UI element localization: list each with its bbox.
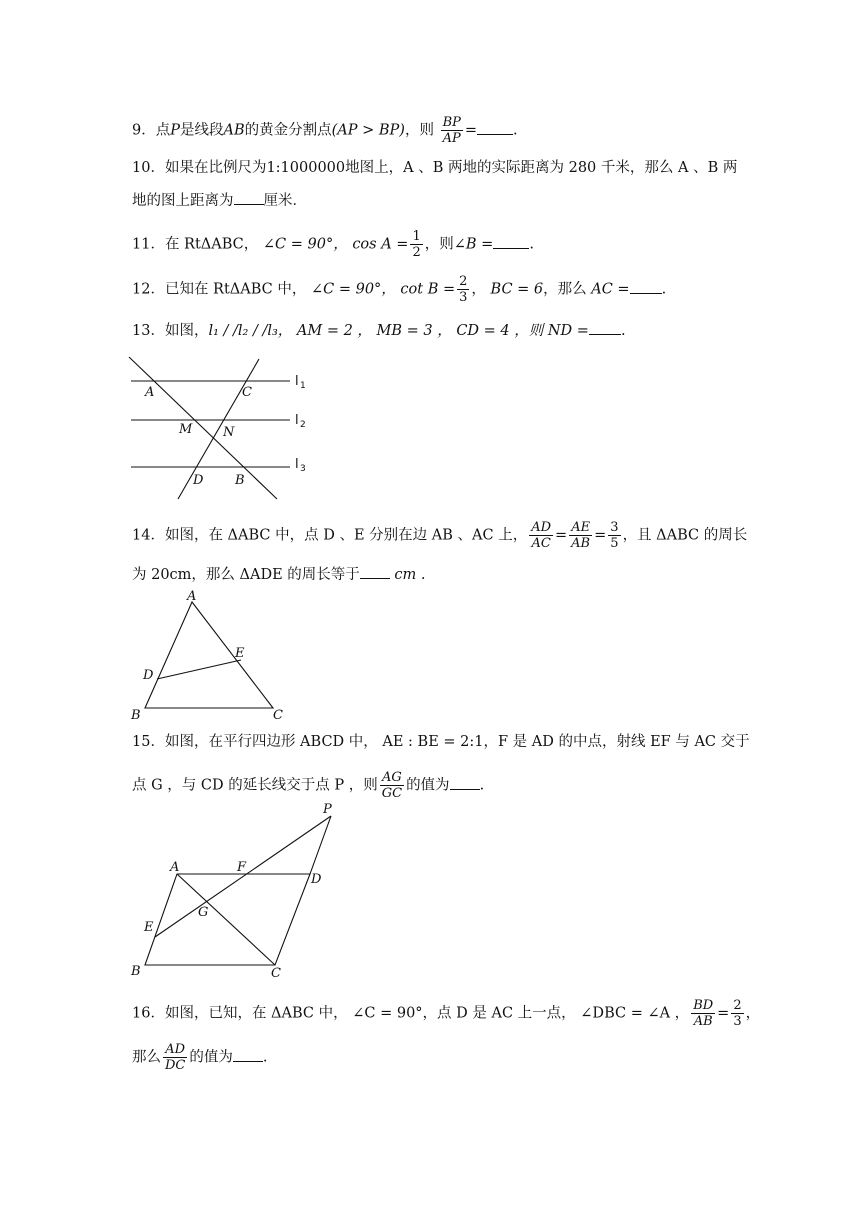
svg-text:A: A	[170, 860, 180, 875]
svg-text:C: C	[242, 385, 252, 400]
answer-blank[interactable]	[477, 120, 513, 135]
question-15-line1: 15．如图，在平行四边形 ABCD 中， AE : BE = 2:1，F 是 AD 的中点，射线 EF 与 AC 交于	[132, 734, 750, 750]
svg-text:l: l	[295, 413, 299, 428]
svg-text:C: C	[271, 966, 281, 981]
question-13: 13．如图，l₁ / /l₂ / /l₃， AM = 2 ， MB = 3 ， CD = 4 ，则 ND = .	[132, 320, 626, 341]
fraction-ad-dc: $\frac{AD}{DC}$	[165, 1042, 186, 1073]
svg-text:N: N	[223, 425, 235, 440]
fraction-ag-gc: $\frac{AG}{GC}$	[381, 770, 403, 801]
figure-15-parallelogram	[125, 800, 360, 980]
fraction-2-3: $\frac{2}{3}$	[459, 274, 468, 305]
svg-text:l: l	[295, 457, 299, 472]
question-14-line1: 14．如图，在 ΔABC 中，点 D 、E 分别在边 AB 、AC 上， $\frac{AD}{AC}$ = $\frac{AE}{AB}$ = $\frac{3}{5}$ ，且 ΔABC 的周长	[132, 520, 748, 551]
fraction-2-3: $\frac{2}{3}$	[733, 998, 742, 1029]
question-14-line2: 为 20cm，那么 ΔADE 的周长等于 cm .	[132, 564, 426, 585]
svg-text:3: 3	[300, 464, 306, 474]
question-16-line2: 那么 $\frac{AD}{DC}$ 的值为 .	[132, 1042, 268, 1073]
question-16-line1: 16．如图，已知，在 ΔABC 中， ∠C = 90°，点 D 是 AC 上一点， ∠DBC = ∠A ， $\frac{BD}{AB}$ = $\frac{2}{3}$ ，	[132, 998, 761, 1029]
answer-blank[interactable]	[234, 190, 264, 205]
answer-blank[interactable]	[493, 234, 529, 249]
fraction-3-5: $\frac{3}{5}$	[610, 520, 619, 551]
svg-text:G: G	[198, 905, 209, 920]
fraction-bp-ap: $\frac{BP}{AP}$	[442, 115, 461, 146]
figure-13-parallel-lines	[125, 355, 325, 505]
svg-text:A: A	[145, 385, 155, 400]
svg-text:B: B	[131, 708, 141, 723]
question-10-line1: 10．如果在比例尺为1:1000000地图上，A 、B 两地的实际距离为 280 千米，那么 A 、B 两	[132, 160, 738, 176]
fraction-ad-ac: $\frac{AD}{AC}$	[531, 520, 552, 551]
svg-text:M: M	[179, 422, 193, 437]
question-12: 12．已知在 RtΔABC 中， ∠C = 90°， cot B = $\frac{2}{3}$ ， BC = 6，那么 AC = .	[132, 274, 667, 305]
svg-text:1: 1	[300, 381, 306, 391]
svg-text:D: D	[193, 473, 204, 488]
question-11: 11．在 RtΔABC， ∠C = 90°， cos A = $\frac{1}{2}$ ，则∠B = .	[132, 229, 534, 260]
svg-text:E: E	[235, 646, 245, 661]
question-9: 9．点P是线段AB的黄金分割点(AP > BP)，则 $\frac{BP}{AP}$ = .	[132, 115, 518, 146]
fraction-1-2: $\frac{1}{2}$	[412, 229, 421, 260]
figure-14-triangle	[125, 590, 300, 725]
svg-text:A: A	[187, 589, 197, 604]
answer-blank[interactable]	[450, 775, 480, 790]
answer-blank[interactable]	[233, 1047, 263, 1062]
svg-text:2: 2	[300, 420, 306, 430]
fraction-bd-ab: $\frac{BD}{AB}$	[693, 998, 714, 1029]
svg-text:B: B	[235, 473, 245, 488]
answer-blank[interactable]	[630, 279, 662, 294]
svg-text:D: D	[143, 668, 154, 683]
svg-text:C: C	[273, 708, 283, 723]
svg-text:F: F	[237, 860, 247, 875]
fraction-ae-ab: $\frac{AE}{AB}$	[571, 520, 591, 551]
question-10-line2: 地的图上距离为 厘米．	[132, 190, 307, 211]
answer-blank[interactable]	[589, 320, 621, 335]
svg-text:l: l	[295, 374, 299, 389]
answer-blank[interactable]	[360, 564, 390, 579]
svg-text:B: B	[131, 964, 141, 979]
svg-text:P: P	[323, 802, 332, 817]
question-15-line2: 点 G ，与 CD 的延长线交于点 P ，则 $\frac{AG}{GC}$ 的值为 .	[132, 770, 485, 801]
svg-text:E: E	[144, 920, 154, 935]
svg-text:D: D	[311, 872, 322, 887]
